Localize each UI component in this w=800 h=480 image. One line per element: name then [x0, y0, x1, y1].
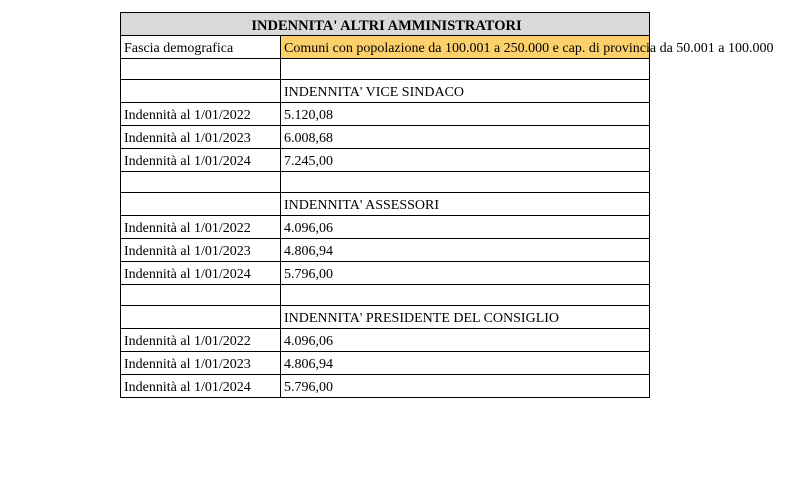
table-row — [121, 216, 650, 239]
header-left-cell: Fascia demografica — [121, 36, 281, 59]
empty-cell — [121, 193, 281, 216]
row-label: Indennità al 1/01/2022 — [121, 329, 281, 352]
row-label: Indennità al 1/01/2024 — [121, 262, 281, 285]
section-title: INDENNITA' PRESIDENTE DEL CONSIGLIO — [281, 306, 650, 329]
spacer-row — [121, 285, 650, 306]
row-value: 6.008,68 — [281, 126, 650, 149]
row-label: Indennità al 1/01/2024 — [121, 375, 281, 398]
row-value: 5.796,00 — [281, 375, 650, 398]
section-title: INDENNITA' ASSESSORI — [281, 193, 650, 216]
table-row — [121, 352, 650, 375]
indemnity-table — [120, 12, 774, 398]
title-row — [121, 13, 650, 36]
row-value: 4.096,06 — [281, 329, 650, 352]
row-value: 7.245,00 — [281, 149, 650, 172]
table-row — [121, 375, 650, 398]
empty-cell — [121, 172, 281, 193]
table-row — [121, 149, 650, 172]
empty-cell — [281, 172, 650, 193]
table-row — [121, 329, 650, 352]
row-value: 4.806,94 — [281, 239, 650, 262]
section-header-row — [121, 80, 650, 103]
row-label: Indennità al 1/01/2023 — [121, 352, 281, 375]
row-value: 5.796,00 — [281, 262, 650, 285]
row-value: 4.806,94 — [281, 352, 650, 375]
row-label: Indennità al 1/01/2024 — [121, 149, 281, 172]
row-label: Indennità al 1/01/2022 — [121, 103, 281, 126]
spacer-row — [121, 172, 650, 193]
table-row — [121, 126, 650, 149]
header-right-cell: Comuni con popolazione da 100.001 a 250.000 e cap. di provincia da 50.001 a 100.000 — [281, 36, 650, 59]
table-row — [121, 262, 650, 285]
row-label: Indennità al 1/01/2023 — [121, 126, 281, 149]
row-label: Indennità al 1/01/2023 — [121, 239, 281, 262]
header-row — [121, 36, 650, 59]
table-title: INDENNITA' ALTRI AMMINISTRATORI — [121, 13, 650, 36]
table-row — [121, 103, 650, 126]
section-title: INDENNITA' VICE SINDACO — [281, 80, 650, 103]
row-value: 4.096,06 — [281, 216, 650, 239]
empty-cell — [281, 59, 650, 80]
row-label: Indennità al 1/01/2022 — [121, 216, 281, 239]
empty-cell — [121, 285, 281, 306]
table-row — [121, 239, 650, 262]
empty-cell — [121, 306, 281, 329]
empty-cell — [281, 285, 650, 306]
row-value: 5.120,08 — [281, 103, 650, 126]
empty-cell — [121, 80, 281, 103]
empty-cell — [121, 59, 281, 80]
section-header-row — [121, 193, 650, 216]
section-header-row — [121, 306, 650, 329]
spacer-row — [121, 59, 650, 80]
